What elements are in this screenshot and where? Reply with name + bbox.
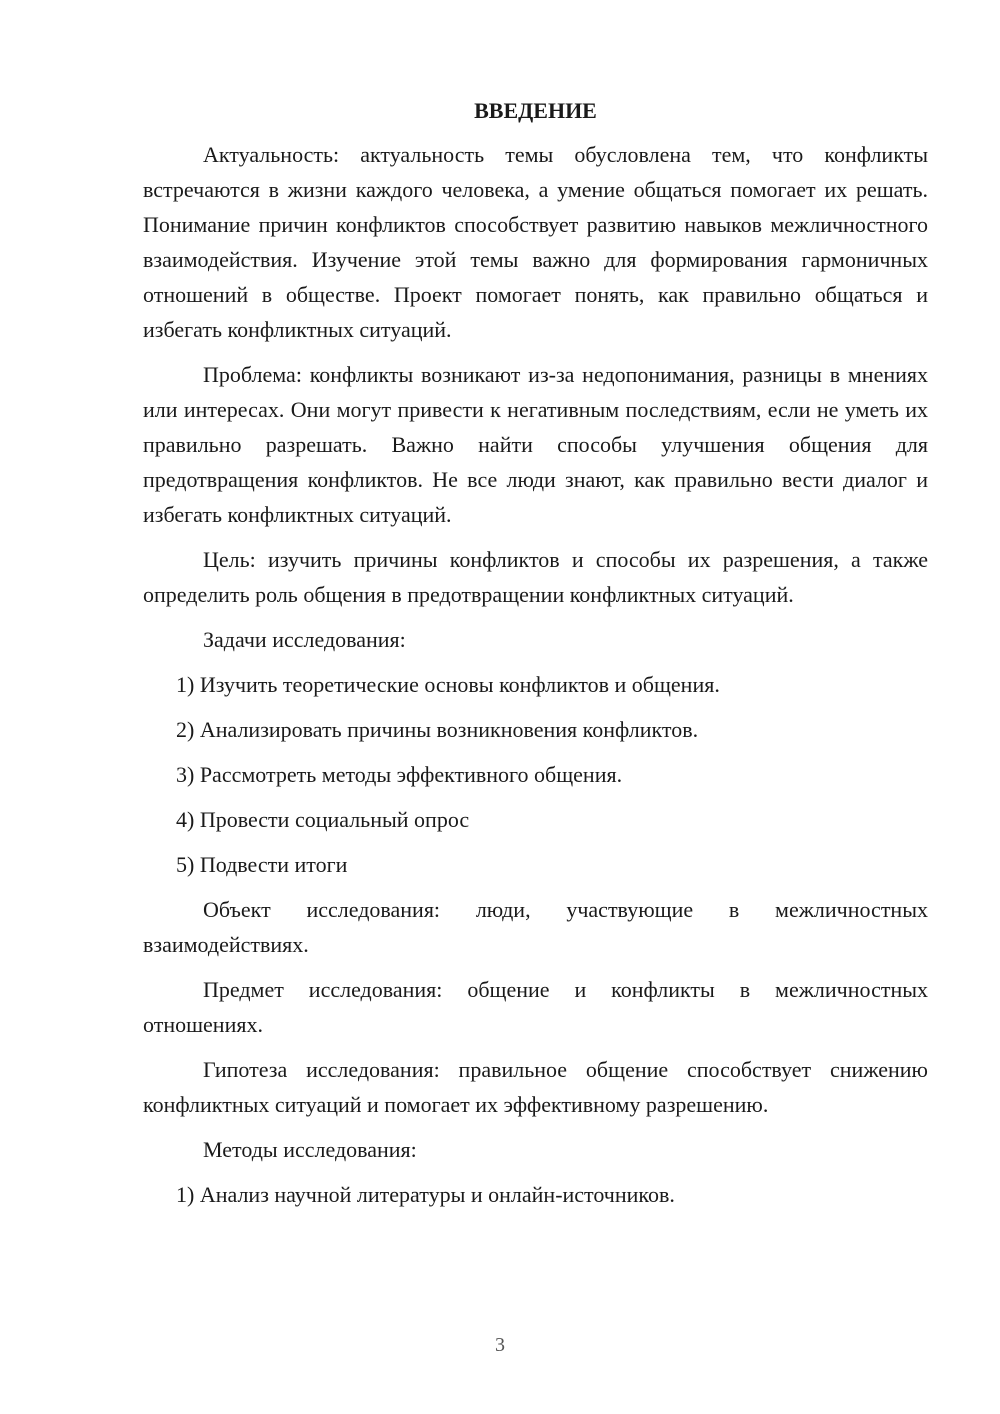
task-item-3: 3) Рассмотреть методы эффективного общения. bbox=[176, 762, 623, 787]
hypothesis-paragraph: Гипотеза исследования: правильное общение способствует снижению конфликтных ситуаций и помогает их эффективному разрешению. bbox=[143, 1057, 928, 1117]
subject-paragraph: Предмет исследования: общение и конфликты в межличностных отношениях. bbox=[143, 977, 928, 1037]
relevance-paragraph: Актуальность: актуальность темы обусловлена тем, что конфликты встречаются в жизни каждого человека, а умение общаться помогает их решать. Понимание причин конфликтов способствует развитию навыков межличностного взаимодействия. Изучение этой темы важно для формирования гармоничных отношений в обществе. Проект помогает понять, как правильно общаться и избегать конфликтных ситуаций. bbox=[143, 142, 928, 342]
methods-heading: Методы исследования: bbox=[203, 1137, 417, 1162]
page-number: 3 bbox=[495, 1334, 505, 1356]
problem-paragraph: Проблема: конфликты возникают из-за недопонимания, разницы в мнениях или интересах. Они могут привести к негативным последствиям, если не уметь их правильно разрешать. Важно найти способы улучшения общения для предотвращения конфликтов. Не все люди знают, как правильно вести диалог и избегать конфликтных ситуаций. bbox=[143, 362, 928, 527]
method-item-1: 1) Анализ научной литературы и онлайн-источников. bbox=[176, 1182, 675, 1207]
task-item-2: 2) Анализировать причины возникновения конфликтов. bbox=[176, 717, 699, 742]
task-item-1: 1) Изучить теоретические основы конфликтов и общения. bbox=[176, 672, 720, 697]
task-item-5: 5) Подвести итоги bbox=[176, 852, 348, 877]
tasks-heading: Задачи исследования: bbox=[203, 627, 406, 652]
goal-paragraph: Цель: изучить причины конфликтов и способы их разрешения, а также определить роль общения в предотвращении конфликтных ситуаций. bbox=[143, 547, 928, 607]
task-item-4: 4) Провести социальный опрос bbox=[176, 807, 470, 832]
object-paragraph: Объект исследования: люди, участвующие в межличностных взаимодействиях. bbox=[143, 897, 928, 957]
section-title: ВВЕДЕНИЕ bbox=[474, 98, 597, 123]
document-page bbox=[143, 96, 928, 1222]
